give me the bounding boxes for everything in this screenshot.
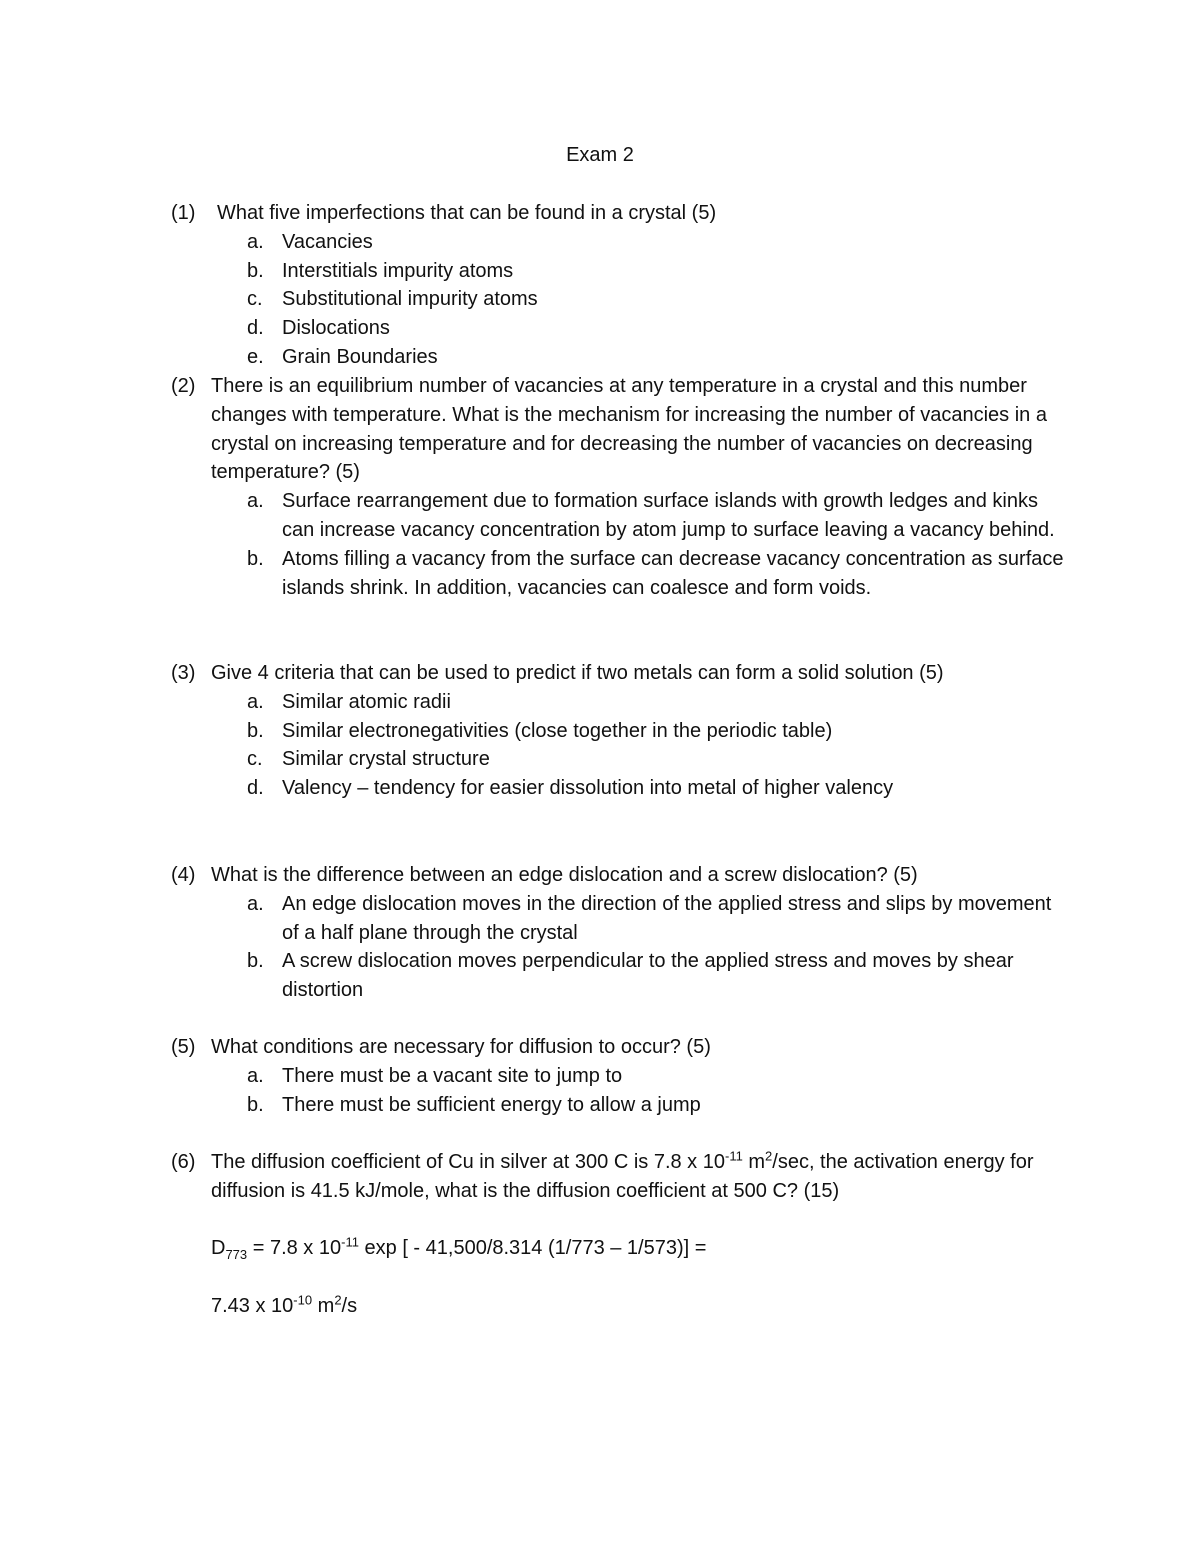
question-text: What conditions are necessary for diffusion to occur? (5) bbox=[211, 1036, 711, 1058]
question-text: There is an equilibrium number of vacancies at any temperature in a crystal and this number changes with temperature. What is the mechanism for increasing the number of vacancies in a crystal on increasing temperature and for decreasing the number of vacancies on decreasing temperature? (5) bbox=[211, 375, 1047, 484]
equation-part: = 7.8 x 10 bbox=[247, 1237, 342, 1259]
answer-text: A screw dislocation moves perpendicular to the applied stress and moves by shear distortion bbox=[282, 950, 1014, 1002]
question-2 bbox=[171, 372, 1071, 602]
result-part: 7.43 x 10 bbox=[211, 1295, 294, 1317]
answer-list bbox=[171, 688, 1071, 803]
list-item bbox=[171, 774, 1071, 803]
list-item bbox=[171, 947, 1071, 1005]
list-item bbox=[171, 688, 1071, 717]
result-part: m bbox=[312, 1295, 335, 1317]
answer-label: c. bbox=[247, 748, 263, 771]
page-title: Exam 2 bbox=[566, 144, 634, 166]
question-text: Give 4 criteria that can be used to predict if two metals can form a solid solution (5) bbox=[211, 662, 944, 684]
question-number: (3) bbox=[171, 662, 196, 684]
list-item bbox=[171, 717, 1071, 746]
question-text-part: /sec, the activation energy for diffusion is 41.5 kJ/mole, what is the diffusion coefficient at 500 C? (15) bbox=[211, 1151, 1034, 1202]
question-4 bbox=[171, 861, 1071, 1005]
exponent: 2 bbox=[765, 1148, 773, 1164]
answer-text: Surface rearrangement due to formation surface islands with growth ledges and kinks can increase vacancy concentration by atom jump to surface leaving a vacancy behind. bbox=[282, 490, 1055, 541]
answer-label: d. bbox=[247, 777, 264, 800]
question-6 bbox=[171, 1148, 1071, 1206]
question-number: (4) bbox=[171, 864, 196, 886]
list-item bbox=[171, 1062, 1071, 1091]
answer-text: Grain Boundaries bbox=[282, 345, 438, 368]
question-text bbox=[211, 1148, 1071, 1206]
answer-label: b. bbox=[247, 259, 264, 282]
answer-text: Substitutional impurity atoms bbox=[282, 288, 538, 311]
result-part: /s bbox=[341, 1295, 358, 1317]
answer-label: b. bbox=[247, 547, 264, 570]
list-item bbox=[171, 545, 1071, 603]
question-5 bbox=[171, 1033, 1071, 1119]
answer-text: There must be a vacant site to jump to bbox=[282, 1064, 623, 1087]
list-item bbox=[171, 487, 1071, 545]
list-item bbox=[171, 285, 1071, 314]
answer-label: a. bbox=[247, 892, 264, 915]
subscript: 773 bbox=[225, 1247, 248, 1262]
question-number: (5) bbox=[171, 1036, 196, 1058]
answer-list bbox=[171, 228, 1071, 372]
exponent: -10 bbox=[293, 1292, 313, 1308]
equation-part: exp [ - 41,500/8.314 (1/773 – 1/573)] = bbox=[358, 1237, 707, 1259]
answer-text: Similar electronegativities (close together in the periodic table) bbox=[282, 719, 833, 742]
exponent: -11 bbox=[341, 1234, 359, 1250]
list-item bbox=[171, 745, 1071, 774]
answer-label: a. bbox=[247, 490, 264, 513]
answer-text: Valency – tendency for easier dissolution into metal of higher valency bbox=[282, 777, 894, 800]
answer-text: An edge dislocation moves in the direction of the applied stress and slips by movement of a half plane through the crystal bbox=[282, 892, 1052, 944]
question-number: (2) bbox=[171, 375, 196, 397]
answer-text: There must be sufficient energy to allow a jump bbox=[282, 1093, 701, 1116]
answer-label: b. bbox=[247, 950, 264, 973]
question-text: What is the difference between an edge dislocation and a screw dislocation? (5) bbox=[211, 864, 918, 886]
list-item bbox=[171, 228, 1071, 257]
answer-list bbox=[171, 890, 1071, 1005]
answer-text: Similar atomic radii bbox=[282, 690, 451, 713]
question-number: (1) bbox=[171, 202, 196, 224]
question-3 bbox=[171, 659, 1071, 803]
answer-label: c. bbox=[247, 288, 263, 311]
answer-label: a. bbox=[247, 230, 264, 253]
question-number: (6) bbox=[171, 1151, 196, 1173]
answer-list bbox=[171, 1062, 1071, 1120]
answer-text: Vacancies bbox=[282, 230, 373, 253]
list-item bbox=[171, 314, 1071, 343]
list-item bbox=[171, 890, 1071, 948]
answer-text: Dislocations bbox=[282, 317, 390, 340]
question-text-part: The diffusion coefficient of Cu in silver at 300 C is 7.8 x 10 bbox=[211, 1151, 725, 1173]
answer-label: b. bbox=[247, 719, 264, 742]
equation-symbol: D bbox=[211, 1237, 226, 1259]
question-1 bbox=[171, 199, 1071, 372]
question-text: What five imperfections that can be found in a crystal (5) bbox=[217, 202, 717, 224]
answer-text: Similar crystal structure bbox=[282, 748, 490, 771]
answer-label: b. bbox=[247, 1093, 264, 1116]
answer-label: a. bbox=[247, 690, 264, 713]
calculation-equation bbox=[211, 1234, 706, 1262]
calculation-result bbox=[211, 1292, 357, 1320]
answer-text: Interstitials impurity atoms bbox=[282, 259, 514, 282]
list-item bbox=[171, 1091, 1071, 1120]
question-text-part: m bbox=[742, 1151, 766, 1173]
exponent: 2 bbox=[334, 1292, 342, 1308]
list-item bbox=[171, 257, 1071, 286]
answer-list bbox=[171, 487, 1071, 602]
list-item bbox=[171, 343, 1071, 372]
exponent: -11 bbox=[724, 1148, 743, 1164]
answer-text: Atoms filling a vacancy from the surface can decrease vacancy concentration as surface islands shrink. In addition, vacancies can coalesce and form voids. bbox=[282, 547, 1064, 599]
answer-label: e. bbox=[247, 345, 264, 368]
answer-label: d. bbox=[247, 317, 264, 340]
answer-label: a. bbox=[247, 1064, 264, 1087]
